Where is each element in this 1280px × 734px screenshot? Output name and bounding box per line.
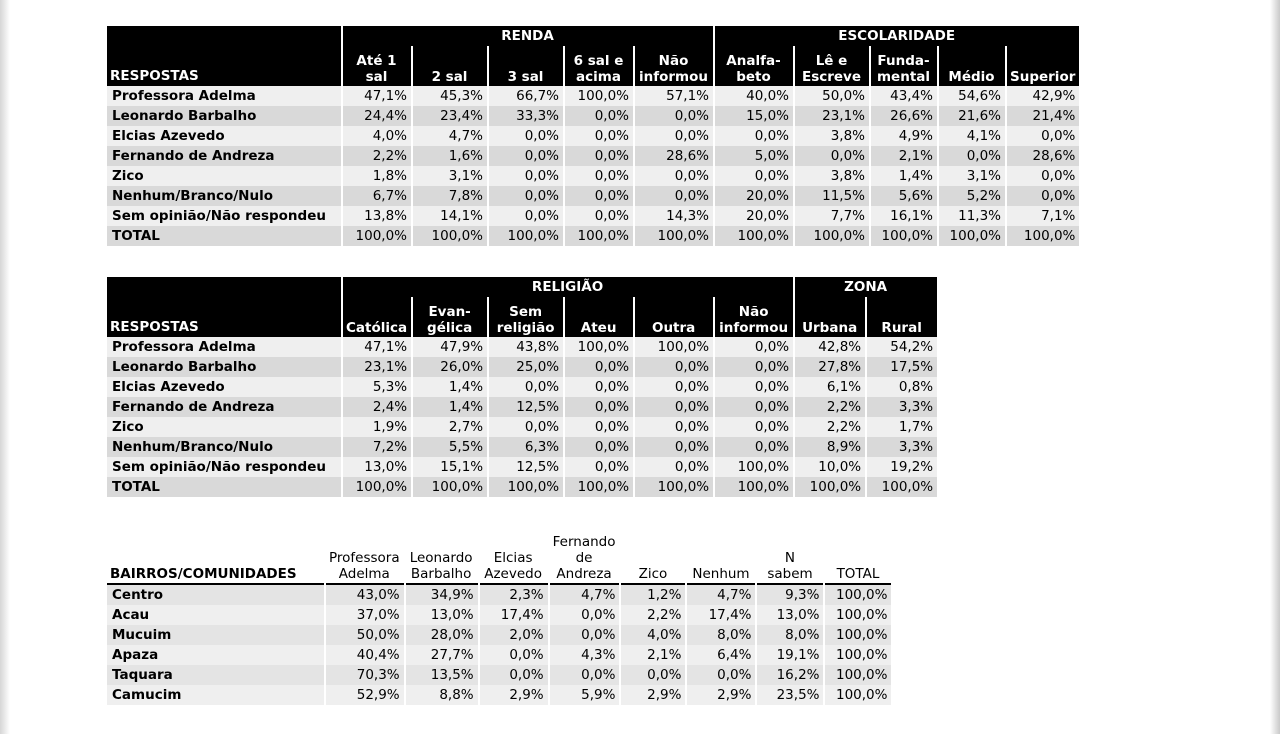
table-cell: 100,0% [715,457,793,477]
table-cell: 100,0% [825,665,891,685]
table-cell: 54,6% [939,86,1005,106]
table-cell: 5,6% [871,186,937,206]
table-cell: 0,0% [635,457,713,477]
column-header: Lê e Escreve [795,46,869,86]
table-cell: 6,3% [489,437,563,457]
table-cell: 52,9% [326,685,404,705]
table-cell: 43,8% [489,337,563,357]
religiao-zona-table [105,277,939,497]
table-cell: 0,0% [715,337,793,357]
table-cell: 100,0% [635,477,713,497]
table-row [107,146,1079,166]
table-cell: 2,7% [413,417,487,437]
table-cell: 2,1% [621,645,685,665]
table-cell: 43,0% [326,585,404,605]
table-cell: 14,3% [635,206,713,226]
table-label: RESPOSTAS [107,277,341,337]
column-header: Zico [621,527,685,585]
column-header: N sabem [757,527,823,585]
table-row [107,186,1079,206]
table-row [107,86,1079,106]
table-cell: 27,7% [406,645,478,665]
table-row [107,437,937,457]
table-cell: 0,0% [565,146,633,166]
table-cell: 2,9% [480,685,548,705]
table-cell: 0,8% [867,377,937,397]
table-cell: 20,0% [715,186,793,206]
table-cell: 37,0% [326,605,404,625]
table-cell: 0,0% [489,206,563,226]
table-cell: 54,2% [867,337,937,357]
table-cell: 4,1% [939,126,1005,146]
table-cell: 100,0% [871,226,937,246]
table-cell: 4,9% [871,126,937,146]
table-cell: 0,0% [550,625,620,645]
row-label: Professora Adelma [107,86,341,106]
table-cell: 7,7% [795,206,869,226]
table-row [107,645,891,665]
table-cell: 100,0% [343,477,411,497]
row-label: Sem opinião/Não respondeu [107,457,341,477]
table-cell: 26,0% [413,357,487,377]
table-cell: 3,8% [795,166,869,186]
column-header: 3 sal [489,46,563,86]
table-cell: 5,2% [939,186,1005,206]
table-cell: 42,8% [795,337,865,357]
table-cell: 0,0% [565,357,633,377]
table-cell: 2,0% [480,625,548,645]
row-label: Leonardo Barbalho [107,106,341,126]
table-cell: 1,4% [413,377,487,397]
table-row [107,357,937,377]
table-cell: 7,8% [413,186,487,206]
table-cell: 2,2% [795,397,865,417]
column-header: Leonardo Barbalho [406,527,478,585]
table-row [107,337,937,357]
table-cell: 2,2% [343,146,411,166]
table-cell: 16,2% [757,665,823,685]
table-cell: 0,0% [565,377,633,397]
table-cell: 100,0% [795,477,865,497]
row-label: Centro [107,585,324,605]
column-header: Elcias Azevedo [480,527,548,585]
table-cell: 0,0% [635,186,713,206]
table-cell: 0,0% [480,665,548,685]
table-cell: 43,4% [871,86,937,106]
table-cell: 23,1% [795,106,869,126]
column-header: Católica [343,297,411,337]
table-cell: 0,0% [635,166,713,186]
total-row [107,477,937,497]
bairros-comunidades-table [105,527,893,705]
group-header-religiao: RELIGIÃO [343,277,793,297]
table-cell: 21,4% [1007,106,1079,126]
table-cell: 2,2% [795,417,865,437]
table-cell: 5,5% [413,437,487,457]
table-cell: 0,0% [715,377,793,397]
table-cell: 0,0% [565,437,633,457]
table-row [107,377,937,397]
table-cell: 13,0% [406,605,478,625]
table-cell: 0,0% [550,665,620,685]
table-cell: 7,2% [343,437,411,457]
table-cell: 1,9% [343,417,411,437]
row-label: Zico [107,417,341,437]
table-row [107,126,1079,146]
table-row [107,206,1079,226]
table-cell: 4,7% [687,585,755,605]
table-cell: 0,0% [621,665,685,685]
table-cell: 0,0% [715,397,793,417]
table-cell: 3,8% [795,126,869,146]
table-cell: 0,0% [635,126,713,146]
table-cell: 100,0% [795,226,869,246]
column-header: Outra [635,297,713,337]
table-cell: 0,0% [795,146,869,166]
table-cell: 66,7% [489,86,563,106]
table-cell: 8,9% [795,437,865,457]
table-cell: 28,0% [406,625,478,645]
row-label: Nenhum/Branco/Nulo [107,437,341,457]
table-cell: 0,0% [489,126,563,146]
table-cell: 17,5% [867,357,937,377]
table-row [107,685,891,705]
table-cell: 26,6% [871,106,937,126]
table-cell: 0,0% [565,457,633,477]
table-cell: 0,0% [489,166,563,186]
table-cell: 23,5% [757,685,823,705]
table-cell: 100,0% [489,477,563,497]
table-cell: 0,0% [565,126,633,146]
table-cell: 100,0% [343,226,411,246]
table-cell: 3,1% [413,166,487,186]
table-cell: 0,0% [635,106,713,126]
table-cell: 27,8% [795,357,865,377]
table-cell: 0,0% [635,357,713,377]
table-cell: 4,7% [413,126,487,146]
table-label: RESPOSTAS [107,26,341,86]
row-label: TOTAL [107,226,341,246]
row-label: TOTAL [107,477,341,497]
table-cell: 11,3% [939,206,1005,226]
table-cell: 17,4% [480,605,548,625]
row-label: Mucuim [107,625,324,645]
table-cell: 1,6% [413,146,487,166]
table-cell: 100,0% [489,226,563,246]
group-header-escolaridade: ESCOLARIDADE [715,26,1079,46]
table-cell: 2,4% [343,397,411,417]
table-cell: 5,0% [715,146,793,166]
table-cell: 1,7% [867,417,937,437]
table-cell: 100,0% [825,645,891,665]
table-cell: 50,0% [795,86,869,106]
table-row [107,605,891,625]
table-cell: 13,5% [406,665,478,685]
table-cell: 19,2% [867,457,937,477]
table-cell: 0,0% [715,126,793,146]
total-row [107,226,1079,246]
table-cell: 11,5% [795,186,869,206]
table-cell: 5,9% [550,685,620,705]
table-cell: 20,0% [715,206,793,226]
table-cell: 0,0% [489,417,563,437]
row-label: Elcias Azevedo [107,377,341,397]
table-group-header-row [107,277,937,297]
row-label: Acau [107,605,324,625]
table-cell: 47,1% [343,86,411,106]
table-cell: 45,3% [413,86,487,106]
table-cell: 14,1% [413,206,487,226]
table-cell: 8,8% [406,685,478,705]
table-cell: 100,0% [939,226,1005,246]
table-cell: 0,0% [1007,126,1079,146]
table-cell: 0,0% [565,166,633,186]
table-cell: 0,0% [635,377,713,397]
table-cell: 47,1% [343,337,411,357]
table-cell: 34,9% [406,585,478,605]
table-cell: 23,4% [413,106,487,126]
column-header: 2 sal [413,46,487,86]
table-cell: 28,6% [1007,146,1079,166]
table-cell: 0,0% [489,146,563,166]
table-cell: 47,9% [413,337,487,357]
group-header-renda: RENDA [343,26,713,46]
table-cell: 0,0% [489,377,563,397]
row-label: Nenhum/Branco/Nulo [107,186,341,206]
table-cell: 3,1% [939,166,1005,186]
table-label: BAIRROS/COMUNIDADES [107,527,324,585]
table-cell: 2,2% [621,605,685,625]
table-cell: 0,0% [715,166,793,186]
table-cell: 4,3% [550,645,620,665]
page-edge-right [1270,0,1280,734]
row-label: Apaza [107,645,324,665]
table-cell: 10,0% [795,457,865,477]
table-cell: 8,0% [757,625,823,645]
table-cell: 2,9% [687,685,755,705]
table-cell: 15,1% [413,457,487,477]
column-header: 6 sal e acima [565,46,633,86]
row-label: Fernando de Andreza [107,397,341,417]
table-cell: 24,4% [343,106,411,126]
table-cell: 28,6% [635,146,713,166]
table-cell: 0,0% [715,357,793,377]
table-cell: 0,0% [635,397,713,417]
table-cell: 100,0% [565,337,633,357]
table-row [107,397,937,417]
column-header: Médio [939,46,1005,86]
table-cell: 8,0% [687,625,755,645]
table-cell: 33,3% [489,106,563,126]
table-cell: 17,4% [687,605,755,625]
row-label: Zico [107,166,341,186]
table-cell: 100,0% [565,477,633,497]
group-header-zona: ZONA [795,277,937,297]
table-cell: 0,0% [687,665,755,685]
table-cell: 1,4% [871,166,937,186]
table-cell: 4,0% [621,625,685,645]
table-cell: 25,0% [489,357,563,377]
table-cell: 0,0% [565,186,633,206]
table-cell: 1,2% [621,585,685,605]
table-cell: 0,0% [715,417,793,437]
table-cell: 12,5% [489,397,563,417]
table-cell: 0,0% [565,397,633,417]
column-header: Nenhum [687,527,755,585]
table-cell: 0,0% [635,417,713,437]
column-header: Até 1 sal [343,46,411,86]
table-cell: 100,0% [825,685,891,705]
table-cell: 0,0% [489,186,563,206]
column-header: Rural [867,297,937,337]
column-header: Evan- gélica [413,297,487,337]
column-header: Não informou [635,46,713,86]
table-row [107,665,891,685]
table-cell: 100,0% [825,605,891,625]
table-row [107,625,891,645]
table-cell: 0,0% [1007,186,1079,206]
table-cell: 100,0% [825,585,891,605]
table-cell: 23,1% [343,357,411,377]
table-cell: 100,0% [825,625,891,645]
column-header: Fernando de Andreza [550,527,620,585]
table-cell: 100,0% [635,337,713,357]
row-label: Fernando de Andreza [107,146,341,166]
table-cell: 16,1% [871,206,937,226]
table-cell: 40,4% [326,645,404,665]
table-row [107,106,1079,126]
table-cell: 6,7% [343,186,411,206]
table-cell: 4,7% [550,585,620,605]
column-header: Sem religião [489,297,563,337]
table-cell: 0,0% [565,106,633,126]
column-header: Urbana [795,297,865,337]
row-label: Elcias Azevedo [107,126,341,146]
table-cell: 57,1% [635,86,713,106]
row-label: Leonardo Barbalho [107,357,341,377]
page-edge-left [0,0,10,734]
table-cell: 3,3% [867,437,937,457]
table-cell: 5,3% [343,377,411,397]
column-header: Professora Adelma [326,527,404,585]
table-row [107,585,891,605]
column-header: TOTAL [825,527,891,585]
column-header: Superior [1007,46,1079,86]
table-cell: 12,5% [489,457,563,477]
row-label: Sem opinião/Não respondeu [107,206,341,226]
table-cell: 100,0% [565,86,633,106]
table-cell: 4,0% [343,126,411,146]
table-cell: 9,3% [757,585,823,605]
column-header: Analfa- beto [715,46,793,86]
column-header: Ateu [565,297,633,337]
table-row [107,417,937,437]
table-group-header-row [107,26,1079,46]
row-label: Professora Adelma [107,337,341,357]
table-cell: 0,0% [939,146,1005,166]
table-cell: 1,8% [343,166,411,186]
table-cell: 13,8% [343,206,411,226]
table-cell: 15,0% [715,106,793,126]
row-label: Camucim [107,685,324,705]
table-cell: 2,9% [621,685,685,705]
table-cell: 50,0% [326,625,404,645]
table-row [107,457,937,477]
table-cell: 0,0% [550,605,620,625]
table-cell: 6,1% [795,377,865,397]
table-cell: 3,3% [867,397,937,417]
table-cell: 100,0% [715,477,793,497]
table-cell: 7,1% [1007,206,1079,226]
table-cell: 6,4% [687,645,755,665]
table-cell: 100,0% [635,226,713,246]
table-cell: 100,0% [867,477,937,497]
table-cell: 0,0% [1007,166,1079,186]
table-cell: 70,3% [326,665,404,685]
column-header: Funda- mental [871,46,937,86]
table-row [107,166,1079,186]
table-cell: 2,3% [480,585,548,605]
column-header: Não informou [715,297,793,337]
table-cell: 100,0% [715,226,793,246]
table-cell: 1,4% [413,397,487,417]
table-cell: 100,0% [565,226,633,246]
table-cell: 0,0% [715,437,793,457]
table-cell: 100,0% [413,226,487,246]
table-cell: 21,6% [939,106,1005,126]
table-cell: 0,0% [480,645,548,665]
table-cell: 0,0% [635,437,713,457]
table-cell: 40,0% [715,86,793,106]
row-label: Taquara [107,665,324,685]
table-cell: 13,0% [757,605,823,625]
table-cell: 0,0% [565,417,633,437]
table-cell: 19,1% [757,645,823,665]
table-cell: 2,1% [871,146,937,166]
table-cell: 0,0% [565,206,633,226]
table-cell: 100,0% [413,477,487,497]
table-cell: 13,0% [343,457,411,477]
table-column-header-row [107,527,891,585]
table-cell: 42,9% [1007,86,1079,106]
renda-escolaridade-table [105,26,1081,246]
table-cell: 100,0% [1007,226,1079,246]
